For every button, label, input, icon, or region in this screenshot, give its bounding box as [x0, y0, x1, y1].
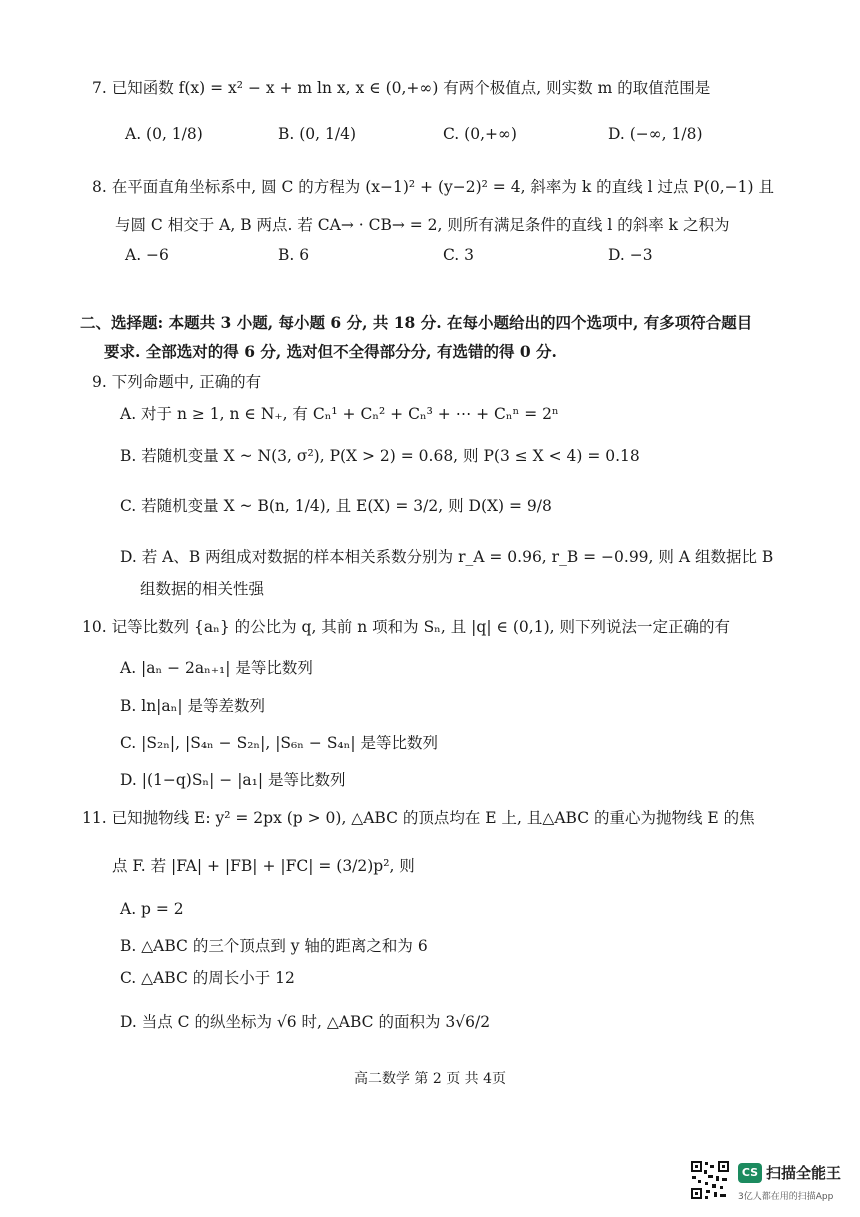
q7-option-d: D. (−∞, 1/8) — [608, 125, 703, 143]
scanner-app-tagline: 3亿人都在用的扫描App — [738, 1192, 834, 1202]
q9-option-b: B. 若随机变量 X ~ N(3, σ²), P(X > 2) = 0.68, 则 P(3 ≤ X < 4) = 0.18 — [120, 447, 640, 465]
q9-option-d-line1: D. 若 A、B 两组成对数据的样本相关系数分别为 r_A = 0.96, r_B = −0.99, 则 A 组数据比 B — [120, 548, 774, 566]
q8-stem-line2: 与圆 C 相交于 A, B 两点. 若 CA→ · CB→ = 2, 则所有满足条件的直线 l 的斜率 k 之积为 — [115, 216, 730, 234]
page-footer: 高二数学 第 2 页 共 4页 — [353, 1071, 507, 1087]
qr-code-icon — [690, 1160, 730, 1200]
q10-option-a: A. |aₙ − 2aₙ₊₁| 是等比数列 — [120, 659, 313, 677]
q11-stem-line2: 点 F. 若 |FA| + |FB| + |FC| = (3/2)p², 则 — [112, 857, 415, 875]
q9-option-a: A. 对于 n ≥ 1, n ∈ N₊, 有 Cₙ¹ + Cₙ² + Cₙ³ + ⋯ + Cₙⁿ = 2ⁿ — [120, 405, 559, 423]
q11-option-d: D. 当点 C 的纵坐标为 √6 时, △ABC 的面积为 3√6/2 — [120, 1013, 491, 1031]
q10-stem: 10. 记等比数列 {aₙ} 的公比为 q, 其前 n 项和为 Sₙ, 且 |q| ∈ (0,1), 则下列说法一定正确的有 — [82, 618, 730, 636]
q8-stem-line1: 8. 在平面直角坐标系中, 圆 C 的方程为 (x−1)² + (y−2)² = 4, 斜率为 k 的直线 l 过点 P(0,−1) 且 — [92, 178, 774, 196]
section2-heading-line1: 二、选择题: 本题共 3 小题, 每小题 6 分, 共 18 分. 在每小题给出的四个选项中, 有多项符合题目 — [80, 313, 753, 332]
q9-option-c: C. 若随机变量 X ~ B(n, 1/4), 且 E(X) = 3/2, 则 D(X) = 9/8 — [120, 497, 552, 515]
q9-stem: 9. 下列命题中, 正确的有 — [92, 373, 262, 391]
q7-option-c: C. (0,+∞) — [443, 125, 517, 143]
q8-option-a: A. −6 — [125, 246, 169, 264]
q10-option-c: C. |S₂ₙ|, |S₄ₙ − S₂ₙ|, |S₆ₙ − S₄ₙ| 是等比数列 — [120, 734, 439, 752]
q10-option-d: D. |(1−q)Sₙ| − |a₁| 是等比数列 — [120, 771, 346, 789]
q7-option-a: A. (0, 1/8) — [125, 125, 203, 143]
section2-heading-line2: 要求. 全部选对的得 6 分, 选对但不全得部分分, 有选错的得 0 分. — [104, 342, 557, 361]
q11-option-b: B. △ABC 的三个顶点到 y 轴的距离之和为 6 — [120, 937, 428, 955]
scanner-app-name: 扫描全能王 — [766, 1164, 842, 1182]
q7-option-b: B. (0, 1/4) — [278, 125, 356, 143]
q8-option-c: C. 3 — [443, 246, 475, 264]
q8-option-b: B. 6 — [278, 246, 310, 264]
q11-option-c: C. △ABC 的周长小于 12 — [120, 969, 295, 987]
q8-option-d: D. −3 — [608, 246, 653, 264]
q10-option-b: B. ln|aₙ| 是等差数列 — [120, 697, 266, 715]
camscanner-logo-icon: CS — [738, 1163, 762, 1183]
q11-option-a: A. p = 2 — [120, 900, 184, 918]
q7-stem: 7. 已知函数 f(x) = x² − x + m ln x, x ∈ (0,+∞) 有两个极值点, 则实数 m 的取值范围是 — [92, 79, 711, 97]
q9-option-d-line2: 组数据的相关性强 — [140, 580, 265, 598]
q11-stem-line1: 11. 已知抛物线 E: y² = 2px (p > 0), △ABC 的顶点均在 E 上, 且△ABC 的重心为抛物线 E 的焦 — [82, 809, 755, 827]
